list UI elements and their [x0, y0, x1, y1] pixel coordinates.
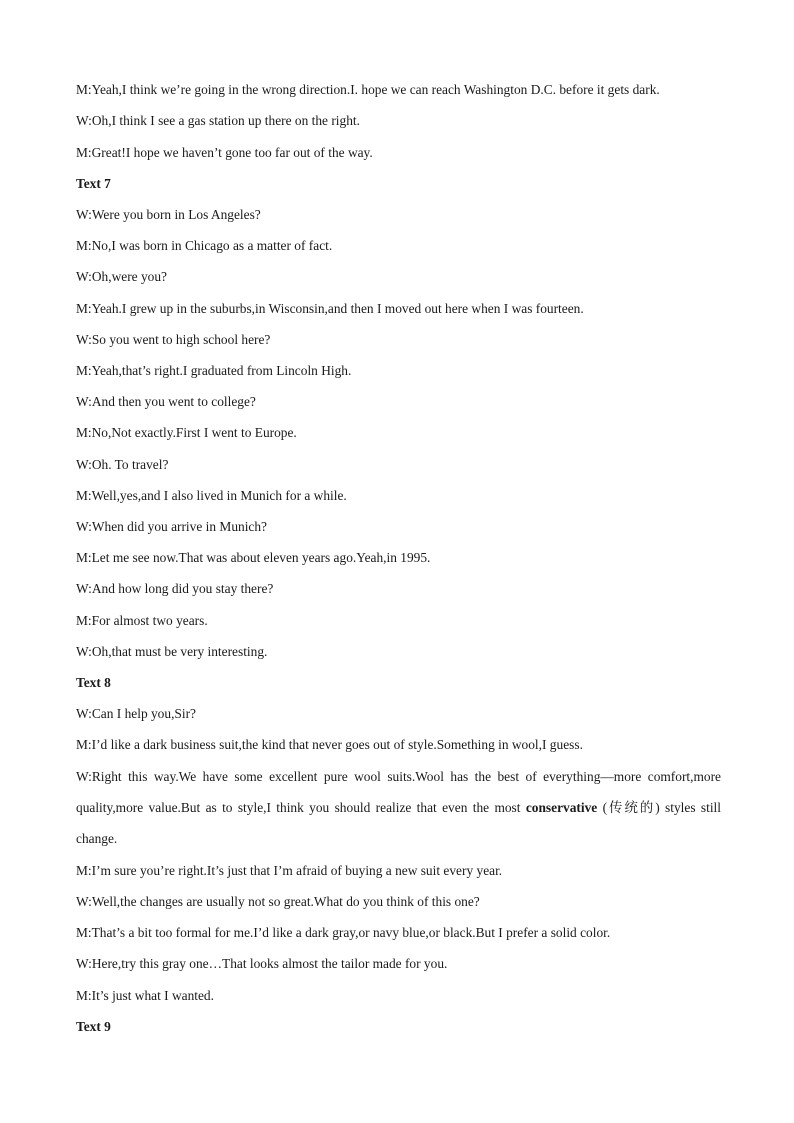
dialogue-line: M:Yeah,I think we’re going in the wrong direction.I. hope we can reach Washington D.C. before it gets dark.	[76, 82, 660, 97]
dialogue-line: W:Oh,were you?	[76, 269, 167, 284]
dialogue-line: M:Let me see now.That was about eleven years ago.Yeah,in 1995.	[76, 550, 431, 565]
paragraph-text-after: (传统的) styles still change.	[76, 800, 721, 846]
section-heading-text-7: Text 7	[76, 176, 111, 191]
paragraph-text-before: W:Right this way.We have some excellent pure wool suits.Wool has the best of everything—more comfort,more quality,more value.But as to style,I think you should realize that even the most	[76, 769, 721, 815]
section-heading-text-8: Text 8	[76, 675, 111, 690]
dialogue-line: M:No,Not exactly.First I went to Europe.	[76, 425, 297, 440]
dialogue-line: W:And how long did you stay there?	[76, 581, 274, 596]
dialogue-line: W:Here,try this gray one…That looks almost the tailor made for you.	[76, 956, 448, 971]
dialogue-line: W:Were you born in Los Angeles?	[76, 207, 261, 222]
dialogue-line: M:I’d like a dark business suit,the kind that never goes out of style.Something in wool,I guess.	[76, 737, 583, 752]
dialogue-line: W:Oh. To travel?	[76, 457, 169, 472]
bold-term: conservative	[525, 800, 598, 815]
section-heading-text-9: Text 9	[76, 1019, 111, 1034]
dialogue-line: M:For almost two years.	[76, 613, 208, 628]
dialogue-line: M:Great!I hope we haven’t gone too far out of the way.	[76, 145, 373, 160]
dialogue-line: W:When did you arrive in Munich?	[76, 519, 268, 534]
dialogue-line: M:That’s a bit too formal for me.I’d like a dark gray,or navy blue,or black.But I prefer a solid color.	[76, 925, 611, 940]
dialogue-line: W:So you went to high school here?	[76, 332, 271, 347]
dialogue-line: M:Well,yes,and I also lived in Munich for a while.	[76, 488, 347, 503]
dialogue-line: M:No,I was born in Chicago as a matter of fact.	[76, 238, 333, 253]
dialogue-line: W:Oh,that must be very interesting.	[76, 644, 268, 659]
dialogue-line: M:Yeah,that’s right.I graduated from Lincoln High.	[76, 363, 352, 378]
dialogue-line: W:Well,the changes are usually not so great.What do you think of this one?	[76, 894, 480, 909]
dialogue-line: M:Yeah.I grew up in the suburbs,in Wisconsin,and then I moved out here when I was fourteen.	[76, 301, 584, 316]
dialogue-paragraph	[76, 761, 721, 854]
dialogue-line: W:Can I help you,Sir?	[76, 706, 196, 721]
dialogue-line: W:And then you went to college?	[76, 394, 256, 409]
dialogue-line: W:Oh,I think I see a gas station up there on the right.	[76, 113, 360, 128]
dialogue-line: M:It’s just what I wanted.	[76, 988, 214, 1003]
dialogue-line: M:I’m sure you’re right.It’s just that I’m afraid of buying a new suit every year.	[76, 863, 503, 878]
